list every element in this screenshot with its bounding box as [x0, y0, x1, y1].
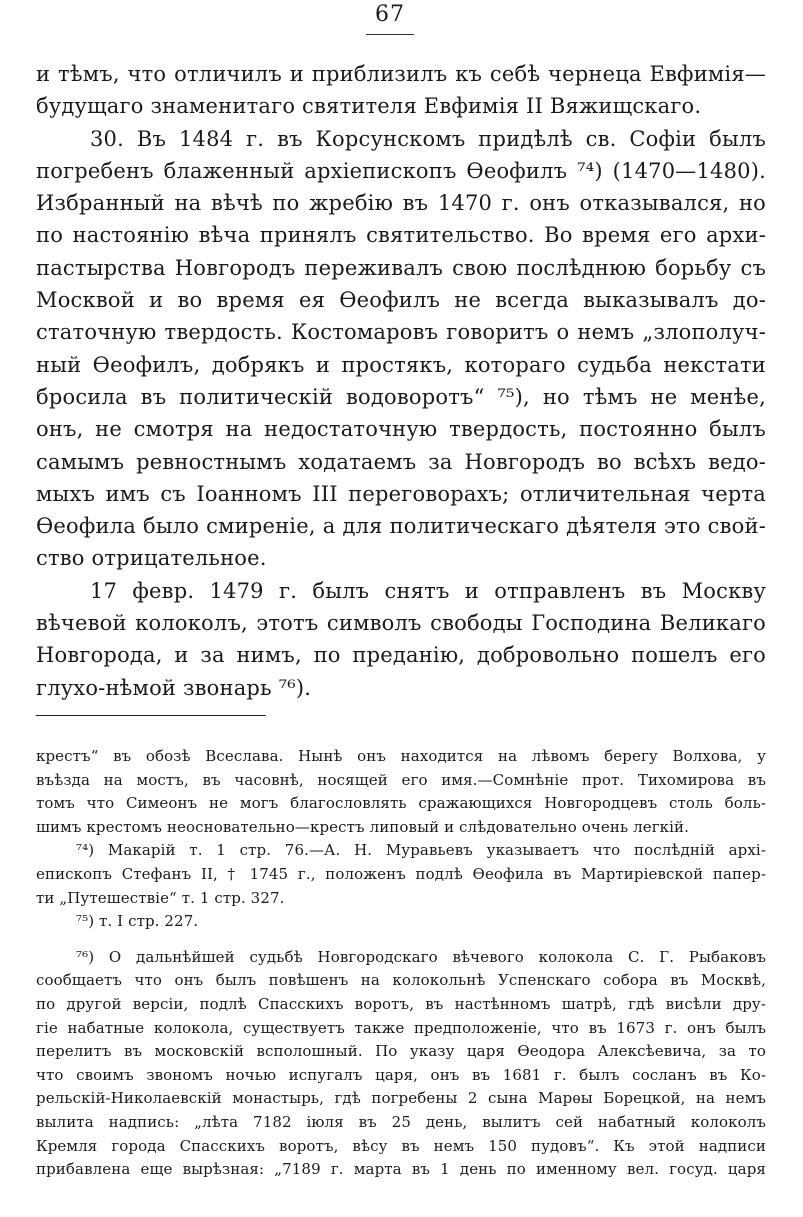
- footnote-line: гіе набатные колокола, существуетъ также предположеніе, что въ 1673 г. онъ былъ: [36, 1018, 766, 1037]
- text-line: и тѣмъ, что отличилъ и приблизилъ къ себѣ чернеца Евфимія—: [36, 62, 766, 86]
- text-line: ный Ѳеофилъ, добрякъ и простякъ, котораго судьба некстати: [36, 352, 766, 377]
- page-number: 67: [375, 2, 405, 27]
- text-line: пастырства Новгородъ переживалъ свою послѣднюю борьбу съ: [36, 255, 766, 280]
- text-line: Ѳеофила было смиреніе, а для политическаго дѣятеля это свой-: [36, 514, 766, 539]
- text-line: погребенъ блаженный архіепископъ Ѳеофилъ ⁷⁴) (1470—1480).: [36, 158, 766, 183]
- footnote-line: ти „Путешествіе“ т. 1 стр. 327.: [36, 888, 285, 907]
- footnote-line: ⁷⁶) О дальнѣйшей судьбѣ Новгородскаго вѣчевого колокола С. Г. Рыбаковъ: [76, 947, 766, 966]
- footnote-line: томъ что Симеонъ не могъ благословлять сражающихся Новгородцевъ столь боль-: [36, 794, 766, 813]
- text-line: Москвой и во время ея Ѳеофилъ не всегда выказывалъ до-: [36, 288, 766, 313]
- footnote-line: епископъ Стефанъ II, † 1745 г., положенъ подлѣ Ѳеофила въ Мартиріевской папер-: [36, 864, 766, 883]
- footnote-line: рельскій-Николаевскій монастырь, гдѣ погребены 2 сына Марѳы Борецкой, на немъ: [36, 1089, 766, 1108]
- footnotes: [36, 745, 766, 1182]
- footnote-separator: [36, 715, 266, 716]
- main-text: [36, 58, 766, 704]
- footnote-line: ⁷⁴) Макарій т. 1 стр. 76.—А. Н. Муравьевъ указываетъ что послѣдній архі-: [76, 841, 766, 860]
- footnote-line: по другой версіи, подлѣ Спасскихъ воротъ, въ настѣнномъ шатрѣ, гдѣ висѣли дру-: [36, 994, 766, 1013]
- text-line: 30. Въ 1484 г. въ Корсунскомъ придѣлѣ св. Софіи былъ: [90, 126, 766, 151]
- text-line: бросила въ политическій водоворотъ“ ⁷⁵), но тѣмъ не менѣе,: [36, 384, 766, 409]
- text-line: 17 февр. 1479 г. былъ снятъ и отправленъ въ Москву: [90, 578, 766, 603]
- footnote-line: шимъ крестомъ неосновательно—крестъ липовый и слѣдовательно очень легкій.: [36, 817, 689, 836]
- text-line: ство отрицательное.: [36, 546, 267, 571]
- footnote-line: вылита надпись: „лѣта 7182 іюля въ 25 день, вылитъ сей набатный колоколъ: [36, 1112, 766, 1131]
- text-line: самымъ ревностнымъ ходатаемъ за Новгородъ во всѣхъ ведо-: [36, 449, 766, 474]
- text-line: будущаго знаменитаго святителя Евфимія II Вяжищскаго.: [36, 94, 702, 119]
- footnote-line: Кремля города Спасскихъ воротъ, вѣсу въ немъ 150 пудовъ“. Къ этой надписи: [36, 1136, 766, 1155]
- footnote-line: прибавлена еще вырѣзная: „7189 г. марта въ 1 день по именному вел. госуд. царя: [36, 1160, 766, 1179]
- footnote-line: въѣзда на мостъ, въ часовнѣ, носящей его имя.—Сомнѣніе прот. Тихомирова въ: [36, 770, 766, 789]
- text-line: мыхъ имъ съ Іоанномъ III переговорахъ; отличительная черта: [36, 481, 766, 506]
- text-line: онъ, не смотря на недостаточную твердость, постоянно былъ: [36, 417, 766, 442]
- footnote-line: что своимъ звономъ ночью испугалъ царя, онъ въ 1681 г. былъ сосланъ въ Ко-: [36, 1065, 766, 1084]
- text-line: по настоянію вѣча принялъ святительство. Во время его архи-: [36, 223, 766, 248]
- text-line: глухо-нѣмой звонарь ⁷⁶).: [36, 675, 312, 700]
- text-line: вѣчевой колоколъ, этотъ символъ свободы Господина Великаго: [36, 611, 766, 636]
- text-line: Избранный на вѣчѣ по жребію въ 1470 г. онъ отказывался, но: [36, 191, 766, 216]
- text-line: Новгорода, и за нимъ, по преданію, добровольно пошелъ его: [36, 643, 766, 668]
- footnote-line: крестъ“ въ обозѣ Всеслава. Нынѣ онъ находится на лѣвомъ берегу Волхова, у: [36, 747, 766, 765]
- footnote-line: сообщаетъ что онъ былъ повѣшенъ на колокольнѣ Успенскаго собора въ Москвѣ,: [36, 971, 766, 990]
- footnote-line: ⁷⁵) т. I стр. 227.: [76, 912, 199, 931]
- footnote-line: перелитъ въ московскій всполошный. По указу царя Ѳеодора Алексѣевича, за то: [36, 1042, 766, 1061]
- text-line: статочную твердость. Костомаровъ говоритъ о немъ „злополуч-: [36, 320, 766, 345]
- page-number-rule: [366, 34, 414, 35]
